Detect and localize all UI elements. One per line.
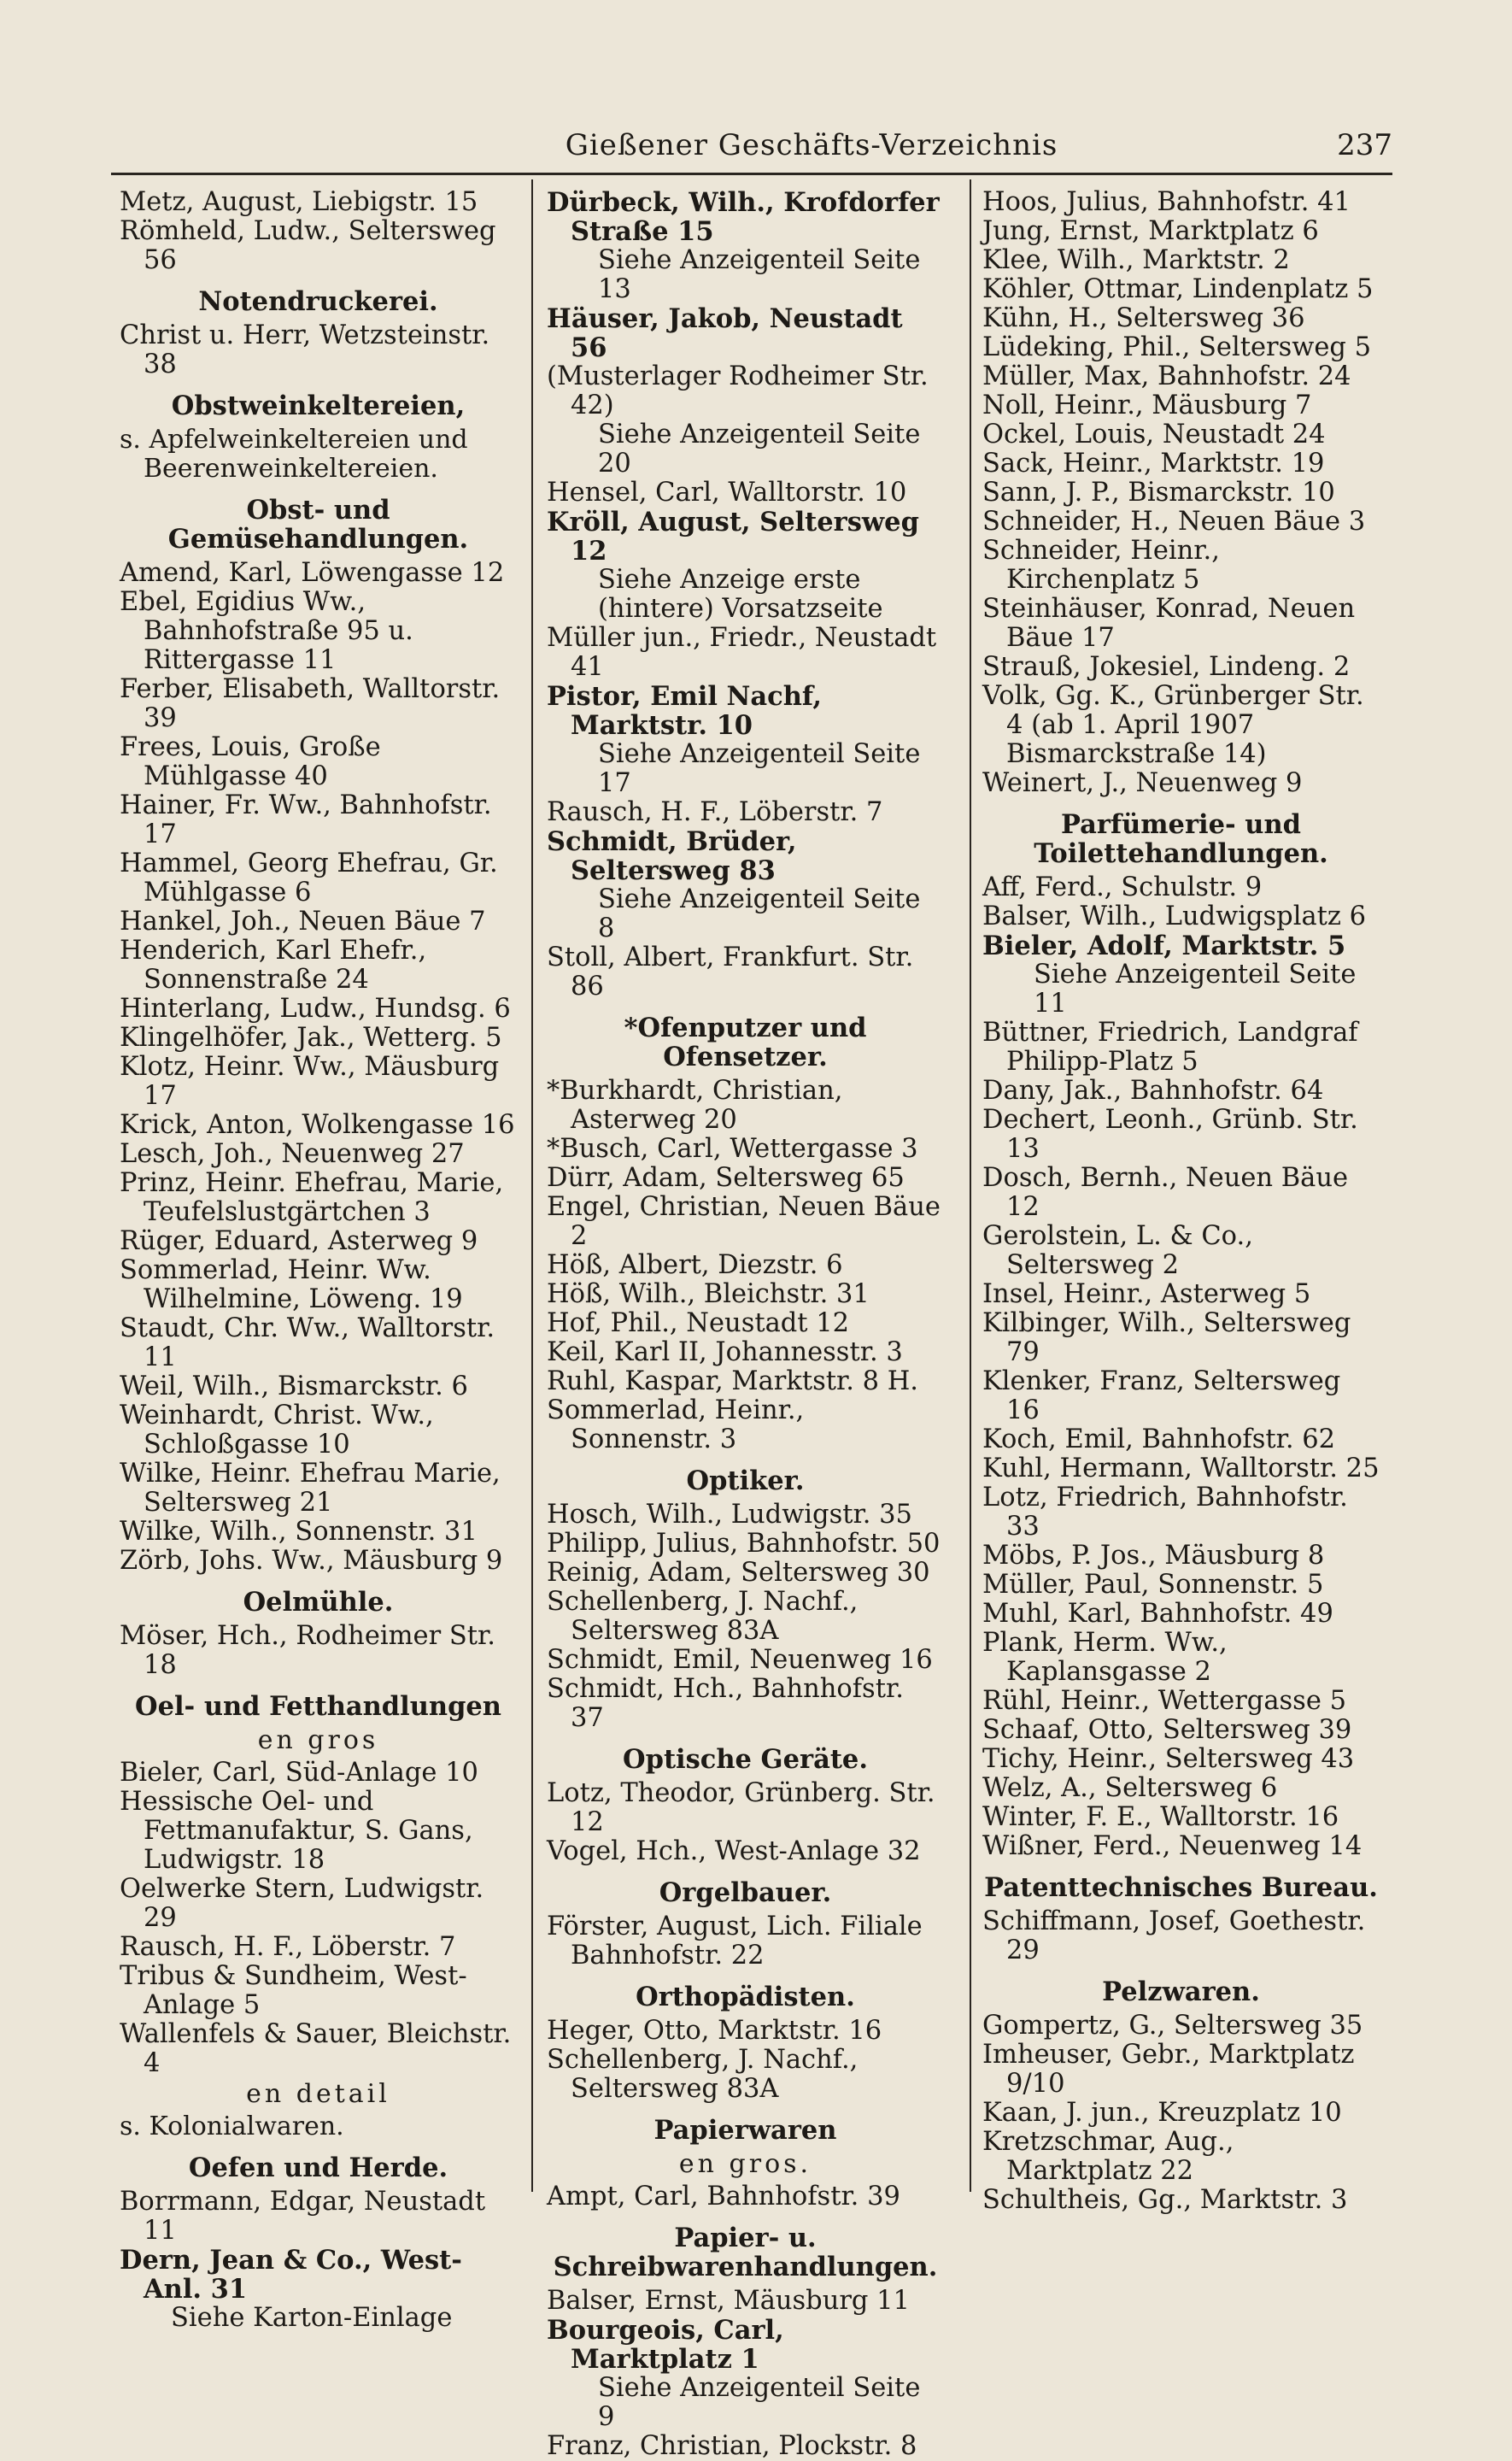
- directory-entry: Ampt, Carl, Bahnhofstr. 39: [547, 2182, 900, 2211]
- advert-reference: Siehe Anzeige erste (hintere) Vorsatzseite: [598, 565, 883, 624]
- directory-entry: Schmidt, Brüder, Seltersweg 83: [547, 826, 797, 886]
- directory-entry: Klee, Wilh., Marktstr. 2: [982, 245, 1290, 275]
- directory-entry: Lüdeking, Phil., Seltersweg 5: [982, 332, 1372, 362]
- directory-entry: Sack, Heinr., Marktstr. 19: [982, 449, 1325, 479]
- directory-entry: Winter, F. E., Walltorstr. 16: [982, 1802, 1339, 1832]
- directory-entry: Heger, Otto, Marktstr. 16: [547, 2016, 882, 2046]
- directory-entry: Pistor, Emil Nachf, Marktstr. 10: [547, 681, 822, 741]
- directory-entry: *Busch, Carl, Wettergasse 3: [547, 1134, 918, 1164]
- directory-entry: Amend, Karl, Löwengasse 12: [120, 558, 505, 588]
- directory-entry: Schellenberg, J. Nachf., Seltersweg 83A: [547, 1587, 859, 1646]
- directory-entry: Möser, Hch., Rodheimer Str. 18: [120, 1621, 495, 1680]
- directory-entry: Römheld, Ludw., Seltersweg 56: [120, 216, 496, 275]
- directory-entry: Rausch, H. F., Löberstr. 7: [120, 1932, 456, 1962]
- directory-entry: Stoll, Albert, Frankfurt. Str. 86: [547, 943, 914, 1001]
- directory-entry: Noll, Heinr., Mäusburg 7: [982, 391, 1312, 420]
- column-middle: [547, 188, 944, 2461]
- directory-entry: Tichy, Heinr., Seltersweg 43: [982, 1744, 1355, 1774]
- section-heading: Parfümerie- und Toilettehandlungen.: [1034, 809, 1328, 869]
- directory-entry: Kilbinger, Wilh., Seltersweg 79: [982, 1308, 1351, 1367]
- directory-entry: Schaaf, Otto, Seltersweg 39: [982, 1715, 1352, 1745]
- directory-entry: Hammel, Georg Ehefrau, Gr. Mühlgasse 6: [120, 849, 498, 907]
- directory-entry: Gompertz, G., Seltersweg 35: [982, 2011, 1363, 2041]
- directory-entry: Zörb, Johs. Ww., Mäusburg 9: [120, 1546, 503, 1576]
- advert-reference: Siehe Anzeigenteil Seite 11: [1034, 960, 1357, 1019]
- directory-entry: Bieler, Adolf, Marktstr. 5: [982, 931, 1346, 961]
- section-heading: Oefen und Herde.: [188, 2153, 448, 2183]
- directory-entry: Schmidt, Emil, Neuenweg 16: [547, 1645, 933, 1675]
- section-subheading: en gros: [257, 1725, 379, 1755]
- directory-entry: Imheuser, Gebr., Marktplatz 9/10: [982, 2040, 1355, 2099]
- section-heading: Obstweinkeltereien,: [171, 391, 466, 421]
- directory-entry: Schiffmann, Josef, Goethestr. 29: [982, 1906, 1366, 1965]
- directory-entry: Dürr, Adam, Seltersweg 65: [547, 1163, 905, 1193]
- directory-entry: Oelwerke Stern, Ludwigstr. 29: [120, 1874, 484, 1933]
- directory-entry: Steinhäuser, Konrad, Neuen Bäue 17: [982, 594, 1356, 653]
- directory-entry: Dern, Jean & Co., West-Anl. 31: [120, 2245, 462, 2305]
- directory-entry: Kretzschmar, Aug., Marktplatz 22: [982, 2127, 1234, 2186]
- directory-entry: Lotz, Friedrich, Bahnhofstr. 33: [982, 1483, 1348, 1542]
- directory-entry: Häuser, Jakob, Neustadt 56: [547, 303, 903, 363]
- directory-entry: Wilke, Wilh., Sonnenstr. 31: [120, 1517, 478, 1547]
- directory-entry: Vogel, Hch., West-Anlage 32: [547, 1836, 921, 1866]
- directory-entry: Kaan, J. jun., Kreuzplatz 10: [982, 2098, 1342, 2128]
- section-heading: Patenttechnisches Bureau.: [984, 1872, 1378, 1903]
- directory-entry: Hessische Oel- und Fettmanufaktur, S. Gans, Ludwigstr. 18: [120, 1787, 473, 1875]
- directory-entry: Rühl, Heinr., Wettergasse 5: [982, 1686, 1346, 1716]
- directory-entry: Klingelhöfer, Jak., Wetterg. 5: [120, 1023, 502, 1053]
- directory-entry: (Musterlager Rodheimer Str. 42): [547, 361, 929, 420]
- directory-entry: Müller, Paul, Sonnenstr. 5: [982, 1570, 1324, 1600]
- section-heading: Orthopädisten.: [636, 1982, 855, 2012]
- advert-reference: Siehe Anzeigenteil Seite 9: [598, 2373, 921, 2432]
- directory-entry: Höß, Albert, Diezstr. 6: [547, 1250, 843, 1280]
- advert-reference: Siehe Anzeigenteil Seite 20: [598, 420, 921, 479]
- directory-entry: Möbs, P. Jos., Mäusburg 8: [982, 1541, 1325, 1571]
- directory-entry: Henderich, Karl Ehefr., Sonnenstraße 24: [120, 936, 427, 995]
- directory-entry: Volk, Gg. K., Grünberger Str. 4 (ab 1. April 1907 Bismarckstraße 14): [982, 681, 1364, 769]
- directory-entry: Dürbeck, Wilh., Krofdorfer Straße 15: [547, 187, 940, 247]
- directory-entry: Hoos, Julius, Bahnhofstr. 41: [982, 187, 1351, 217]
- advert-reference: Siehe Anzeigenteil Seite 8: [598, 884, 921, 943]
- section-subheading: en detail: [246, 2079, 390, 2109]
- directory-entry: Hankel, Joh., Neuen Bäue 7: [120, 907, 486, 937]
- section-heading: Notendruckerei.: [198, 286, 438, 317]
- directory-entry: Müller, Max, Bahnhofstr. 24: [982, 361, 1351, 391]
- directory-entry: Höß, Wilh., Bleichstr. 31: [547, 1279, 870, 1309]
- directory-entry: Balser, Wilh., Ludwigsplatz 6: [982, 902, 1367, 931]
- directory-entry: Plank, Herm. Ww., Kaplansgasse 2: [982, 1628, 1228, 1687]
- section-heading: Papier- u. Schreibwarenhandlungen.: [553, 2223, 938, 2282]
- directory-entry: Aff, Ferd., Schulstr. 9: [982, 872, 1263, 902]
- directory-entry: Kühn, H., Seltersweg 36: [982, 303, 1305, 333]
- directory-entry: Dany, Jak., Bahnhofstr. 64: [982, 1076, 1324, 1106]
- section-heading: Obst- und Gemüsehandlungen.: [167, 495, 469, 555]
- directory-entry: Borrmann, Edgar, Neustadt 11: [120, 2187, 486, 2246]
- header-rule: [111, 173, 1392, 175]
- directory-entry: Sommerlad, Heinr., Sonnenstr. 3: [547, 1395, 805, 1454]
- directory-entry: Lotz, Theodor, Grünberg. Str. 12: [547, 1778, 935, 1837]
- advert-reference: Siehe Anzeigenteil Seite 17: [598, 739, 921, 798]
- directory-entry: Koch, Emil, Bahnhofstr. 62: [982, 1424, 1336, 1454]
- directory-entry: Reinig, Adam, Seltersweg 30: [547, 1558, 930, 1588]
- column-left: [120, 188, 517, 2333]
- directory-entry: Schellenberg, J. Nachf., Seltersweg 83A: [547, 2045, 859, 2104]
- directory-entry: Kröll, August, Seltersweg 12: [547, 507, 919, 567]
- directory-entry: Weinhardt, Christ. Ww., Schloßgasse 10: [120, 1401, 434, 1460]
- column-divider: [531, 179, 533, 2192]
- section-heading: Optische Geräte.: [623, 1744, 868, 1775]
- directory-entry: Ruhl, Kaspar, Marktstr. 8 H.: [547, 1366, 918, 1396]
- section-heading: Oel- und Fetthandlungen: [135, 1691, 501, 1722]
- section-subheading: en gros.: [678, 2149, 812, 2179]
- directory-entry: Hainer, Fr. Ww., Bahnhofstr. 17: [120, 790, 492, 849]
- directory-entry: *Burkhardt, Christian, Asterweg 20: [547, 1076, 843, 1135]
- directory-entry: Keil, Karl II, Johannesstr. 3: [547, 1337, 903, 1367]
- directory-entry: Rüger, Eduard, Asterweg 9: [120, 1226, 478, 1256]
- directory-entry: Tribus & Sundheim, West-Anlage 5: [120, 1961, 467, 2020]
- directory-entry: Förster, August, Lich. Filiale Bahnhofstr. 22: [547, 1912, 923, 1971]
- advert-reference: Siehe Anzeigenteil Seite 13: [598, 245, 921, 304]
- cross-reference: s. Apfelweinkeltereien und Beerenweinkeltereien.: [120, 425, 468, 484]
- directory-entry: Engel, Christian, Neuen Bäue 2: [547, 1192, 941, 1251]
- directory-entry: Schneider, H., Neuen Bäue 3: [982, 507, 1366, 537]
- directory-entry: Kuhl, Hermann, Walltorstr. 25: [982, 1454, 1380, 1483]
- cross-reference: s. Kolonialwaren.: [120, 2112, 344, 2141]
- directory-entry: Köhler, Ottmar, Lindenplatz 5: [982, 274, 1374, 304]
- directory-entry: Sommerlad, Heinr. Ww. Wilhelmine, Löweng. 19: [120, 1255, 463, 1314]
- directory-entry: Lesch, Joh., Neuenweg 27: [120, 1139, 465, 1169]
- directory-entry: Philipp, Julius, Bahnhofstr. 50: [547, 1529, 941, 1559]
- directory-entry: Wilke, Heinr. Ehefrau Marie, Seltersweg 21: [120, 1459, 501, 1518]
- directory-entry: Christ u. Herr, Wetzsteinstr. 38: [120, 320, 490, 379]
- directory-entry: Krick, Anton, Wolkengasse 16: [120, 1110, 515, 1140]
- directory-entry: Ferber, Elisabeth, Walltorstr. 39: [120, 674, 501, 733]
- directory-entry: Dosch, Bernh., Neuen Bäue 12: [982, 1163, 1349, 1222]
- directory-entry: Metz, August, Liebigstr. 15: [120, 187, 478, 217]
- directory-entry: Hensel, Carl, Walltorstr. 10: [547, 478, 907, 508]
- directory-entry: Franz, Christian, Plockstr. 8: [547, 2431, 917, 2461]
- page-number: 237: [1337, 128, 1392, 162]
- directory-entry: Muhl, Karl, Bahnhofstr. 49: [982, 1599, 1333, 1629]
- directory-entry: Ebel, Egidius Ww., Bahnhofstraße 95 u. Rittergasse 11: [120, 587, 413, 675]
- directory-entry: Dechert, Leonh., Grünb. Str. 13: [982, 1105, 1358, 1164]
- directory-entry: Rausch, H. F., Löberstr. 7: [547, 797, 883, 827]
- directory-entry: Frees, Louis, Große Mühlgasse 40: [120, 732, 381, 791]
- directory-entry: Bieler, Carl, Süd-Anlage 10: [120, 1758, 478, 1788]
- directory-entry: Schultheis, Gg., Marktstr. 3: [982, 2185, 1348, 2215]
- section-heading: Oelmühle.: [243, 1587, 394, 1618]
- directory-entry: Klotz, Heinr. Ww., Mäusburg 17: [120, 1052, 500, 1111]
- directory-entry: Insel, Heinr., Asterweg 5: [982, 1279, 1311, 1309]
- column-right: [982, 188, 1380, 2215]
- advert-reference: Siehe Karton-Einlage: [171, 2303, 453, 2333]
- directory-entry: Hinterlang, Ludw., Hundsg. 6: [120, 994, 511, 1024]
- directory-entry: Büttner, Friedrich, Landgraf Philipp-Platz 5: [982, 1018, 1358, 1077]
- directory-entry: Hosch, Wilh., Ludwigstr. 35: [547, 1500, 912, 1530]
- directory-entry: Wallenfels & Sauer, Bleichstr. 4: [120, 2019, 512, 2078]
- page-header: [128, 128, 1392, 175]
- running-title: Gießener Geschäfts-Verzeichnis: [565, 128, 1058, 162]
- directory-entry: Ockel, Louis, Neustadt 24: [982, 420, 1326, 449]
- directory-entry: Müller jun., Friedr., Neustadt 41: [547, 623, 937, 682]
- directory-entry: Wißner, Ferd., Neuenweg 14: [982, 1831, 1363, 1861]
- directory-entry: Hof, Phil., Neustadt 12: [547, 1308, 850, 1338]
- directory-entry: Weil, Wilh., Bismarckstr. 6: [120, 1371, 468, 1401]
- section-heading: *Ofenputzer und Ofensetzer.: [624, 1013, 867, 1072]
- directory-entry: Jung, Ernst, Marktplatz 6: [982, 216, 1319, 246]
- directory-entry: Prinz, Heinr. Ehefrau, Marie, Teufelslustgärtchen 3: [120, 1168, 504, 1227]
- directory-entry: Staudt, Chr. Ww., Walltorstr. 11: [120, 1313, 495, 1372]
- section-heading: Papierwaren: [653, 2115, 837, 2146]
- directory-entry: Bourgeois, Carl, Marktplatz 1: [547, 2315, 784, 2375]
- directory-entry: Klenker, Franz, Seltersweg 16: [982, 1366, 1341, 1425]
- directory-entry: Gerolstein, L. & Co., Seltersweg 2: [982, 1221, 1253, 1280]
- directory-entry: Strauß, Jokesiel, Lindeng. 2: [982, 652, 1351, 682]
- directory-entry: Balser, Ernst, Mäusburg 11: [547, 2286, 910, 2316]
- directory-entry: Welz, A., Seltersweg 6: [982, 1773, 1278, 1803]
- section-heading: Optiker.: [686, 1465, 805, 1496]
- directory-entry: Schneider, Heinr., Kirchenplatz 5: [982, 536, 1220, 595]
- section-heading: Orgelbauer.: [659, 1877, 832, 1908]
- directory-entry: Schmidt, Hch., Bahnhofstr. 37: [547, 1674, 904, 1733]
- section-heading: Pelzwaren.: [1102, 1976, 1260, 2007]
- directory-entry: Weinert, J., Neuenweg 9: [982, 768, 1303, 798]
- directory-entry: Sann, J. P., Bismarckstr. 10: [982, 478, 1335, 508]
- column-divider: [970, 179, 971, 2192]
